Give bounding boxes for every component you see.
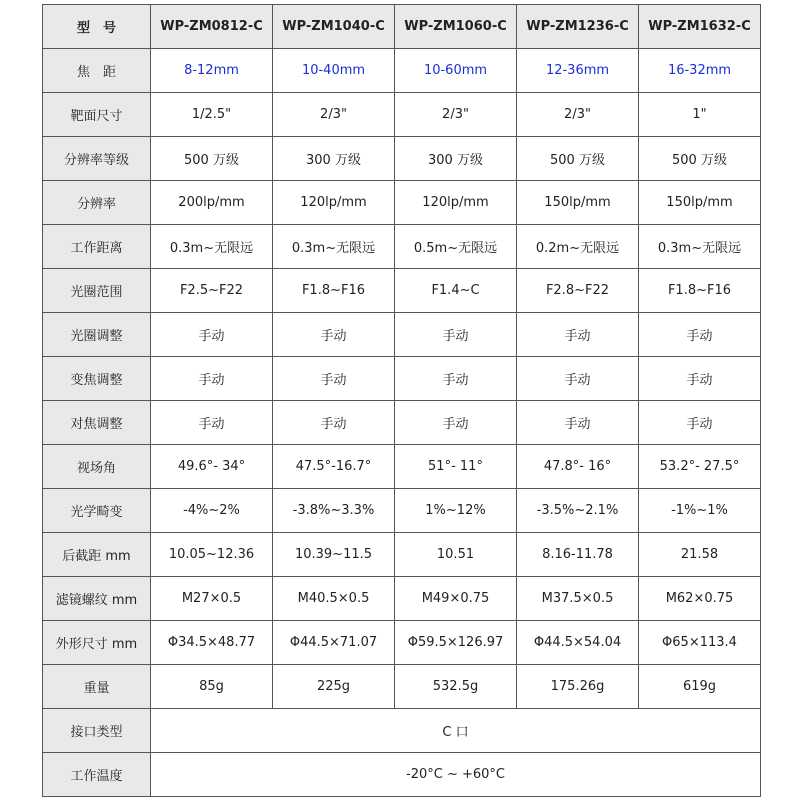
table-cell: 120lp/mm	[273, 181, 395, 225]
row-label: 后截距 mm	[43, 533, 151, 577]
table-cell: Φ44.5×54.04	[517, 621, 639, 665]
table-cell: 85g	[151, 665, 273, 709]
table-row	[43, 489, 761, 533]
table-cell: 手动	[517, 313, 639, 357]
table-cell: Φ34.5×48.77	[151, 621, 273, 665]
table-cell: 2/3"	[395, 93, 517, 137]
table-row	[43, 621, 761, 665]
model-header: WP-ZM1060-C	[395, 5, 517, 49]
table-cell: 1/2.5"	[151, 93, 273, 137]
table-row	[43, 357, 761, 401]
table-cell: 手动	[395, 313, 517, 357]
table-cell: 47.5°-16.7°	[273, 445, 395, 489]
table-cell: 49.6°- 34°	[151, 445, 273, 489]
table-cell: 手动	[151, 313, 273, 357]
table-cell: 21.58	[639, 533, 761, 577]
row-label: 视场角	[43, 445, 151, 489]
table-cell: 150lp/mm	[517, 181, 639, 225]
table-cell: 10.39~11.5	[273, 533, 395, 577]
row-label: 光圈调整	[43, 313, 151, 357]
row-label: 接口类型	[43, 709, 151, 753]
table-cell: 47.8°- 16°	[517, 445, 639, 489]
table-cell: 0.3m~无限远	[151, 225, 273, 269]
table-row	[43, 225, 761, 269]
table-row	[43, 577, 761, 621]
table-cell: 532.5g	[395, 665, 517, 709]
table-cell: 手动	[273, 401, 395, 445]
table-cell: -3.8%~3.3%	[273, 489, 395, 533]
table-cell: -1%~1%	[639, 489, 761, 533]
table-row	[43, 49, 761, 93]
table-cell: M40.5×0.5	[273, 577, 395, 621]
table-cell: -4%~2%	[151, 489, 273, 533]
table-cell: M49×0.75	[395, 577, 517, 621]
table-cell: 0.5m~无限远	[395, 225, 517, 269]
table-cell: M62×0.75	[639, 577, 761, 621]
table-cell: 手动	[639, 401, 761, 445]
model-header: WP-ZM1632-C	[639, 5, 761, 49]
merged-cell: C 口	[151, 709, 761, 753]
table-cell: 手动	[151, 401, 273, 445]
row-label: 光学畸变	[43, 489, 151, 533]
table-row	[43, 93, 761, 137]
model-header: WP-ZM0812-C	[151, 5, 273, 49]
spec-body	[43, 49, 761, 797]
table-cell: 手动	[639, 357, 761, 401]
table-cell: 手动	[395, 357, 517, 401]
row-label: 分辨率	[43, 181, 151, 225]
table-cell: 53.2°- 27.5°	[639, 445, 761, 489]
table-cell: M37.5×0.5	[517, 577, 639, 621]
table-cell: 10.05~12.36	[151, 533, 273, 577]
table-cell: F1.8~F16	[639, 269, 761, 313]
table-row	[43, 401, 761, 445]
header-row	[43, 5, 761, 49]
table-cell: 手动	[395, 401, 517, 445]
table-cell: 51°- 11°	[395, 445, 517, 489]
table-row	[43, 753, 761, 797]
table-cell: F2.8~F22	[517, 269, 639, 313]
table-cell: 619g	[639, 665, 761, 709]
spec-table	[42, 4, 761, 797]
table-cell: 2/3"	[517, 93, 639, 137]
table-cell: M27×0.5	[151, 577, 273, 621]
table-cell: 300 万级	[273, 137, 395, 181]
table-cell: 150lp/mm	[639, 181, 761, 225]
table-row	[43, 709, 761, 753]
merged-cell: -20°C ~ +60°C	[151, 753, 761, 797]
table-cell: 手动	[517, 401, 639, 445]
table-cell: 10-40mm	[273, 49, 395, 93]
table-cell: 手动	[639, 313, 761, 357]
table-cell: Φ65×113.4	[639, 621, 761, 665]
row-label: 工作温度	[43, 753, 151, 797]
table-row	[43, 313, 761, 357]
row-label: 重量	[43, 665, 151, 709]
table-cell: 300 万级	[395, 137, 517, 181]
row-label: 工作距离	[43, 225, 151, 269]
table-row	[43, 533, 761, 577]
table-cell: F2.5~F22	[151, 269, 273, 313]
table-row	[43, 269, 761, 313]
row-label: 分辨率等级	[43, 137, 151, 181]
table-cell: 1"	[639, 93, 761, 137]
row-label: 外形尺寸 mm	[43, 621, 151, 665]
row-label: 变焦调整	[43, 357, 151, 401]
table-cell: 2/3"	[273, 93, 395, 137]
row-label: 对焦调整	[43, 401, 151, 445]
model-header: WP-ZM1236-C	[517, 5, 639, 49]
table-cell: 175.26g	[517, 665, 639, 709]
table-cell: 500 万级	[639, 137, 761, 181]
table-cell: 0.3m~无限远	[273, 225, 395, 269]
table-cell: 10.51	[395, 533, 517, 577]
table-cell: 手动	[273, 313, 395, 357]
table-cell: 225g	[273, 665, 395, 709]
table-cell: 10-60mm	[395, 49, 517, 93]
table-cell: 200lp/mm	[151, 181, 273, 225]
table-cell: 手动	[151, 357, 273, 401]
table-cell: F1.4~C	[395, 269, 517, 313]
row-label: 滤镜螺纹 mm	[43, 577, 151, 621]
table-cell: 8-12mm	[151, 49, 273, 93]
table-cell: 手动	[517, 357, 639, 401]
table-cell: 手动	[273, 357, 395, 401]
header-label: 型 号	[43, 5, 151, 49]
table-cell: 0.3m~无限远	[639, 225, 761, 269]
table-cell: 16-32mm	[639, 49, 761, 93]
table-cell: 120lp/mm	[395, 181, 517, 225]
table-cell: F1.8~F16	[273, 269, 395, 313]
table-cell: 1%~12%	[395, 489, 517, 533]
row-label: 靶面尺寸	[43, 93, 151, 137]
table-row	[43, 445, 761, 489]
table-cell: Φ44.5×71.07	[273, 621, 395, 665]
table-cell: 0.2m~无限远	[517, 225, 639, 269]
table-cell: 500 万级	[517, 137, 639, 181]
table-row	[43, 665, 761, 709]
table-cell: Φ59.5×126.97	[395, 621, 517, 665]
table-cell: 12-36mm	[517, 49, 639, 93]
table-row	[43, 137, 761, 181]
row-label: 焦 距	[43, 49, 151, 93]
row-label: 光圈范围	[43, 269, 151, 313]
table-row	[43, 181, 761, 225]
table-cell: 8.16-11.78	[517, 533, 639, 577]
model-header: WP-ZM1040-C	[273, 5, 395, 49]
table-cell: 500 万级	[151, 137, 273, 181]
table-cell: -3.5%~2.1%	[517, 489, 639, 533]
